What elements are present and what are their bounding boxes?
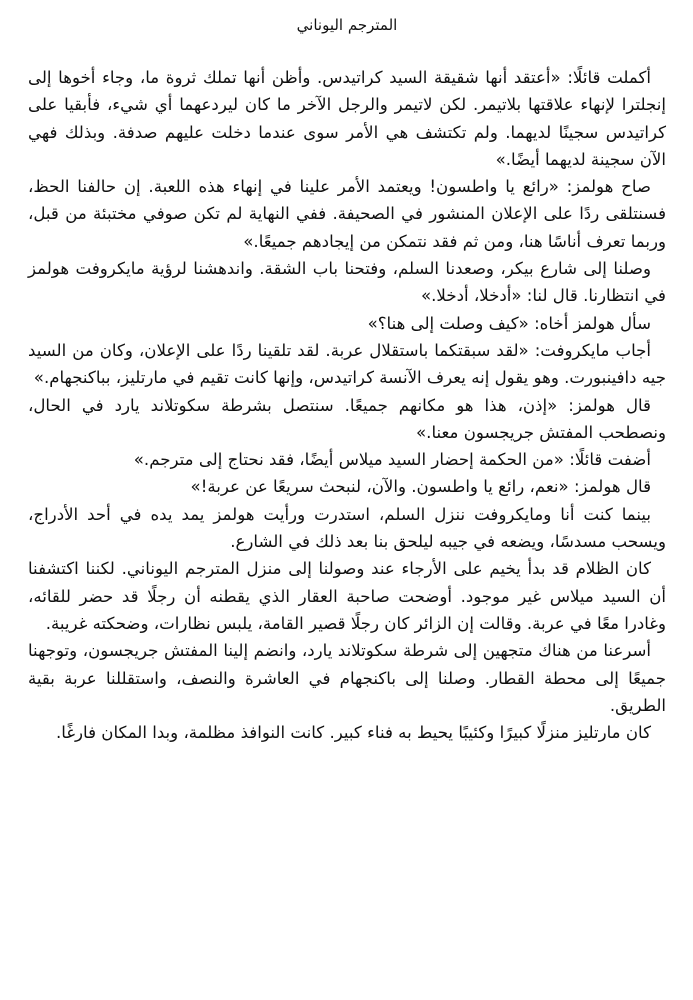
- paragraph: قال هولمز: «إذن، هذا هو مكانهم جميعًا. سنتصل بشرطة سكوتلاند يارد في الحال، ونصطحب المفتش جريجسون معنا.»: [28, 395, 666, 442]
- paragraph: وصلنا إلى شارع بيكر، وصعدنا السلم، وفتحنا باب الشقة. واندهشنا لرؤية مايكروفت هولمز في انتظارنا. قال لنا: «أدخلا، أدخلا.»: [28, 259, 666, 306]
- paragraph: بينما كنت أنا ومايكروفت ننزل السلم، استدرت ورأيت هولمز يمد يده في أحد الأدراج، ويسحب مسدسًا، ويضعه في جيبه ليلحق بنا بعد ذلك في الشارع.: [28, 504, 666, 552]
- paragraph: سأل هولمز أخاه: «كيف وصلت إلى هنا؟»: [367, 313, 651, 333]
- paragraph: أكملت قائلًا: «أعتقد أنها شقيقة السيد كراتيدس. وأظن أنها تملك ثروة ما، وجاء أخوها إلى إنجلترا لإنهاء علاقتها بلاتيمر. لكن لاتيمر والرجل الآخر ما كان ليردعهما أي شيء، فأبقيا على كراتيدس سجينًا لديهما. ولم تكتشف هي الأمر سوى عندما دخلت عليهم صدفة. وبذلك فهي الآن سجينة لديهما أيضًا.»: [28, 68, 666, 169]
- body-text: [28, 64, 666, 746]
- paragraph: صاح هولمز: «رائع يا واطسون! ويعتمد الأمر علينا في إنهاء هذه اللعبة. إن حالفنا الحظ، فسنتلقى ردًا على الإعلان المنشور في الصحيفة. ففي النهاية لم تكن صوفي مختبئة من قبل، وربما تعرف أناسًا هنا، ومن ثم فقد نتمكن من إيجادهم جميعًا.»: [28, 177, 666, 251]
- paragraph: أجاب مايكروفت: «لقد سبقتكما باستقلال عربة. لقد تلقينا ردًا على الإعلان، وكان من السيد جيه دافينبورت. وهو يقول إنه يعرف الآنسة كراتيدس، وإنها كانت تقيم في مارتليز، بباكنجهام.»: [28, 340, 666, 388]
- paragraph: قال هولمز: «نعم، رائع يا واطسون. والآن، لنبحث سريعًا عن عربة!»: [190, 477, 651, 497]
- running-header: المترجم اليوناني: [296, 16, 398, 34]
- paragraph: كان الظلام قد بدأ يخيم على الأرجاء عند وصولنا إلى منزل المترجم اليوناني. لكننا اكتشفنا أن السيد ميلاس غير موجود. أوضحت صاحبة العقار الذي يقطنه أن رجلًا قد حضر للقائه، وغادرا معًا في عربة. وقالت إن الزائر كان رجلًا قصير القامة، يلبس نظارات، وضحكته غريبة.: [28, 559, 666, 633]
- paragraph: أضفت قائلًا: «من الحكمة إحضار السيد ميلاس أيضًا، فقد نحتاج إلى مترجم.»: [133, 450, 651, 470]
- paragraph: أسرعنا من هناك متجهين إلى شرطة سكوتلاند يارد، وانضم إلينا المفتش جريجسون، وتوجهنا جميعًا إلى محطة القطار. وصلنا إلى باكنجهام في العاشرة والنصف، واستقللنا عربة بقية الطريق.: [28, 641, 666, 715]
- paragraph: كان مارتليز منزلًا كبيرًا وكئيبًا يحيط به فناء كبير. كانت النوافذ مظلمة، وبدا المكان فارغًا.: [56, 723, 651, 743]
